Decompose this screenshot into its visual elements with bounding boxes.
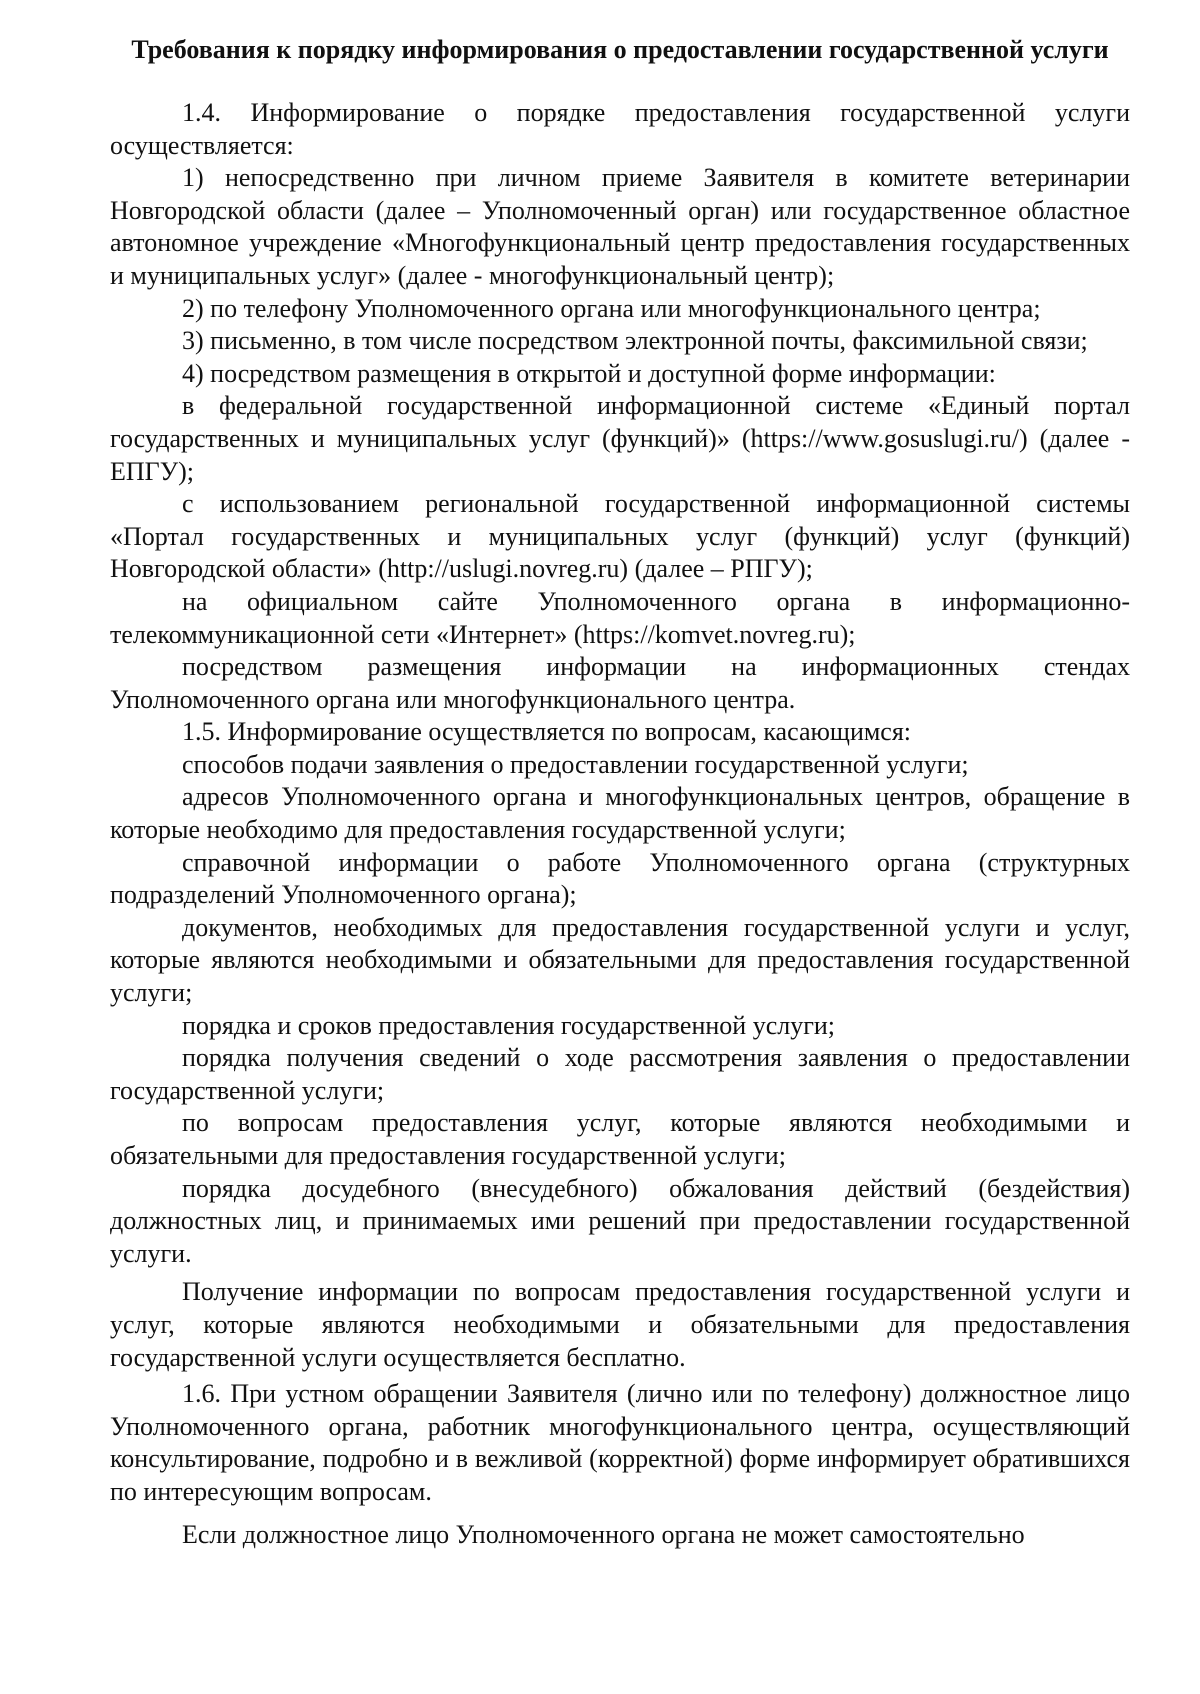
paragraph-mandatory-services: по вопросам предоставления услуг, которые являются необходимыми и обязательными для предоставления государственной услуги; [110, 1108, 1130, 1170]
paragraph-free-of-charge: Получение информации по вопросам предоставления государственной услуги и услуг, которые являются необходимыми и обязательными для предоставления государственной услуги осуществляется бесплатно. [110, 1277, 1130, 1372]
paragraph-1-5: 1.5. Информирование осуществляется по вопросам, касающимся: [182, 717, 912, 747]
paragraph-epgu: в федеральной государственной информационной системе «Единый портал государственных и муниципальных услуг (функций)» (https://www.gosuslugi.ru/) (далее - ЕПГУ); [110, 391, 1130, 486]
list-item-2: 2) по телефону Уполномоченного органа или многофункционального центра; [182, 293, 1041, 323]
paragraph-1-6: 1.6. При устном обращении Заявителя (лично или по телефону) должностное лицо Уполномоченного органа, работник многофункционального центра, осуществляющий консультирование, подробно и в вежливой (корректной) форме информирует обратившихся по интересующим вопросам. [110, 1379, 1130, 1506]
paragraph-terms: порядка и сроков предоставления государственной услуги; [182, 1010, 836, 1040]
paragraph-reference-info: справочной информации о работе Уполномоченного органа (структурных подразделений Уполномоченного органа); [110, 847, 1130, 910]
paragraph-progress: порядка получения сведений о ходе рассмотрения заявления о предоставлении государственной услуги; [110, 1043, 1130, 1105]
paragraph-official-site: на официальном сайте Уполномоченного органа в информационно-телекоммуникационной сети «Интернет» (https://komvet.novreg.ru); [110, 586, 1130, 649]
paragraph-methods: способов подачи заявления о предоставлении государственной услуги; [182, 749, 969, 779]
paragraph-stands: посредством размещения информации на информационных стендах Уполномоченного органа или многофункционального центра. [110, 652, 1130, 714]
document-body [110, 97, 1130, 1551]
paragraph-appeal: порядка досудебного (внесудебного) обжалования действий (бездействия) должностных лиц, и принимаемых ими решений при предоставлении государственной услуги. [110, 1173, 1130, 1268]
document-title: Требования к порядку информирования о предоставлении государственной услуги [131, 35, 1109, 64]
list-item-1: 1) непосредственно при личном приеме Заявителя в комитете ветеринарии Новгородской области (далее – Уполномоченный орган) или государственное областное автономное учреждение «Многофункциональный центр предоставления государственных и муниципальных услуг» (далее - многофункциональный центр); [110, 163, 1130, 290]
list-item-3: 3) письменно, в том числе посредством электронной почты, факсимильной связи; [182, 326, 1088, 356]
paragraph-rpgu: с использованием региональной государственной информационной системы «Портал государственных и муниципальных услуг (функций) услуг (функций) Новгородской области» (http://uslugi.novreg.ru) (далее – РПГУ); [110, 489, 1130, 584]
paragraph-documents: документов, необходимых для предоставления государственной услуги и услуг, которые являются необходимыми и обязательными для предоставления государственной услуги; [110, 912, 1130, 1008]
list-item-4: 4) посредством размещения в открытой и доступной форме информации: [182, 358, 996, 388]
paragraph-addresses: адресов Уполномоченного органа и многофункциональных центров, обращение в которые необходимо для предоставления государственной услуги; [110, 782, 1130, 845]
paragraph-1-4: 1.4. Информирование о порядке предоставления государственной услуги осуществляется: [110, 98, 1130, 160]
paragraph-continuation: Если должностное лицо Уполномоченного органа не может самостоятельно [182, 1519, 1025, 1549]
